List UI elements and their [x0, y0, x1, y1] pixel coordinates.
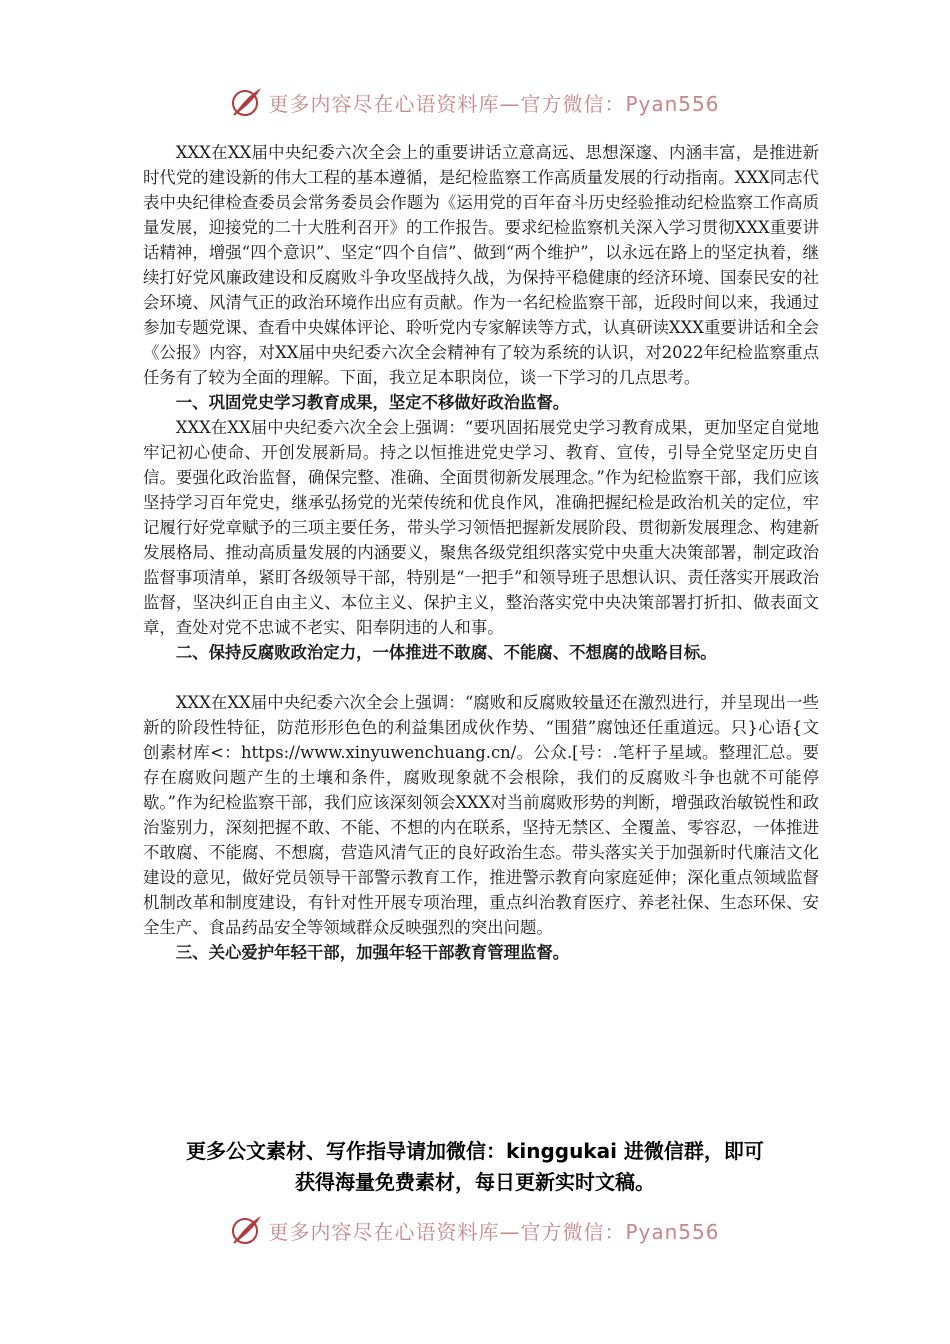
promo-block [120, 1136, 830, 1198]
promo-line-2: 获得海量免费素材，每日更新实时文稿。 [295, 1170, 655, 1194]
section-2-paragraph: XXX在XX届中央纪委六次全会上强调：“腐败和反腐败较量还在激烈进行，并呈现出一些新的阶段性特征，防范形形色色的利益集团成伙作势、“围猎”腐蚀还任重道远。只}心语{文创素材库<：https://www.xinyuwenchuang.cn/。公众.[号：.笔杆子星域。整理汇总。要存在腐败问题产生的土壤和条件，腐败现象就不会根除，我们的反腐败斗争也就不可能停歇。”作为纪检监察干部，我们应该深刻领会XXX对当前腐败形势的判断，增强政治敏锐性和政治鉴别力，深刻把握不敢、不能、不想的内在联系，坚持无禁区、全覆盖、零容忍，一体推进不敢腐、不能腐、不想腐，营造风清气正的良好政治生态。带头落实关于加强新时代廉洁文化建设的意见，做好党员领导干部警示教育工作，推进警示教育向家庭延伸；深化重点领域监督机制改革和制度建设，有针对性开展专项治理，重点纠治教育医疗、养老社保、生态环保、安全生产、食品药品安全等领域群众反映强烈的突出问题。 [143, 693, 819, 937]
watermark-text: 更多内容尽在心语资料库—官方微信：Pyan556 [268, 91, 720, 116]
section-heading-2: 二、保持反腐败政治定力，一体推进不敢腐、不能腐、不想腐的战略目标。 [175, 643, 717, 662]
blank-line [143, 665, 819, 690]
quill-logo-icon [230, 1213, 264, 1247]
promo-line-1: 更多公文素材、写作指导请加微信：kinggukai 进微信群，即可 [186, 1139, 764, 1163]
intro-paragraph: XXX在XX届中央纪委六次全会上的重要讲话立意高远、思想深邃、内涵丰富，是推进新时代党的建设新的伟大工程的基本遵循，是纪检监察工作高质量发展的行动指南。XXX同志代表中央纪律检查委员会常务委员会作题为《运用党的百年奋斗历史经验推动纪检监察工作高质量发展，迎接党的二十大胜利召开》的工作报告。要求纪检监察机关深入学习贯彻XXX重要讲话精神，增强“四个意识”、坚定“四个自信”、做到“两个维护”，以永远在路上的坚定执着，继续打好党风廉政建设和反腐败斗争攻坚战持久战，为保持平稳健康的经济环境、国泰民安的社会环境、风清气正的政治环境作出应有贡献。作为一名纪检监察干部，近段时间以来，我通过参加专题党课、查看中央媒体评论、聆听党内专家解读等方式，认真研读XXX重要讲话和全会《公报》内容，对XX届中央纪委六次全会精神有了较为系统的认识，对2022年纪检监察重点任务有了较为全面的理解。下面，我立足本职岗位，谈一下学习的几点思考。 [143, 143, 819, 387]
watermark-text: 更多内容尽在心语资料库—官方微信：Pyan556 [268, 1219, 720, 1244]
header-watermark [0, 82, 950, 122]
quill-logo-icon [230, 85, 264, 119]
section-heading-1: 一、巩固党史学习教育成果，坚定不移做好政治监督。 [175, 393, 570, 412]
footer-watermark [0, 1210, 950, 1250]
section-1-paragraph: XXX在XX届中央纪委六次全会上强调：“要巩固拓展党史学习教育成果，更加坚定自觉地牢记初心使命、开创发展新局。持之以恒推进党史学习、教育、宣传，引导全党坚定历史自信。要强化政治监督，确保完整、准确、全面贯彻新发展理念。”作为纪检监察干部，我们应该坚持学习百年党史，继承弘扬党的光荣传统和优良作风，准确把握纪检是政治机关的定位，牢记履行好党章赋予的三项主要任务，带头学习领悟把握新发展阶段、贯彻新发展理念、构建新发展格局、推动高质量发展的内涵要义，聚焦各级党组织落实党中央重大决策部署，制定政治监督事项清单，紧盯各级领导干部，特别是“一把手”和领导班子思想认识、责任落实开展政治监督，坚决纠正自由主义、本位主义、保护主义，整治落实党中央决策部署打折扣、做表面文章，查处对党不忠诚不老实、阳奉阴违的人和事。 [143, 418, 819, 637]
section-heading-3: 三、关心爱护年轻干部，加强年轻干部教育管理监督。 [175, 943, 570, 962]
document-body [143, 140, 819, 965]
